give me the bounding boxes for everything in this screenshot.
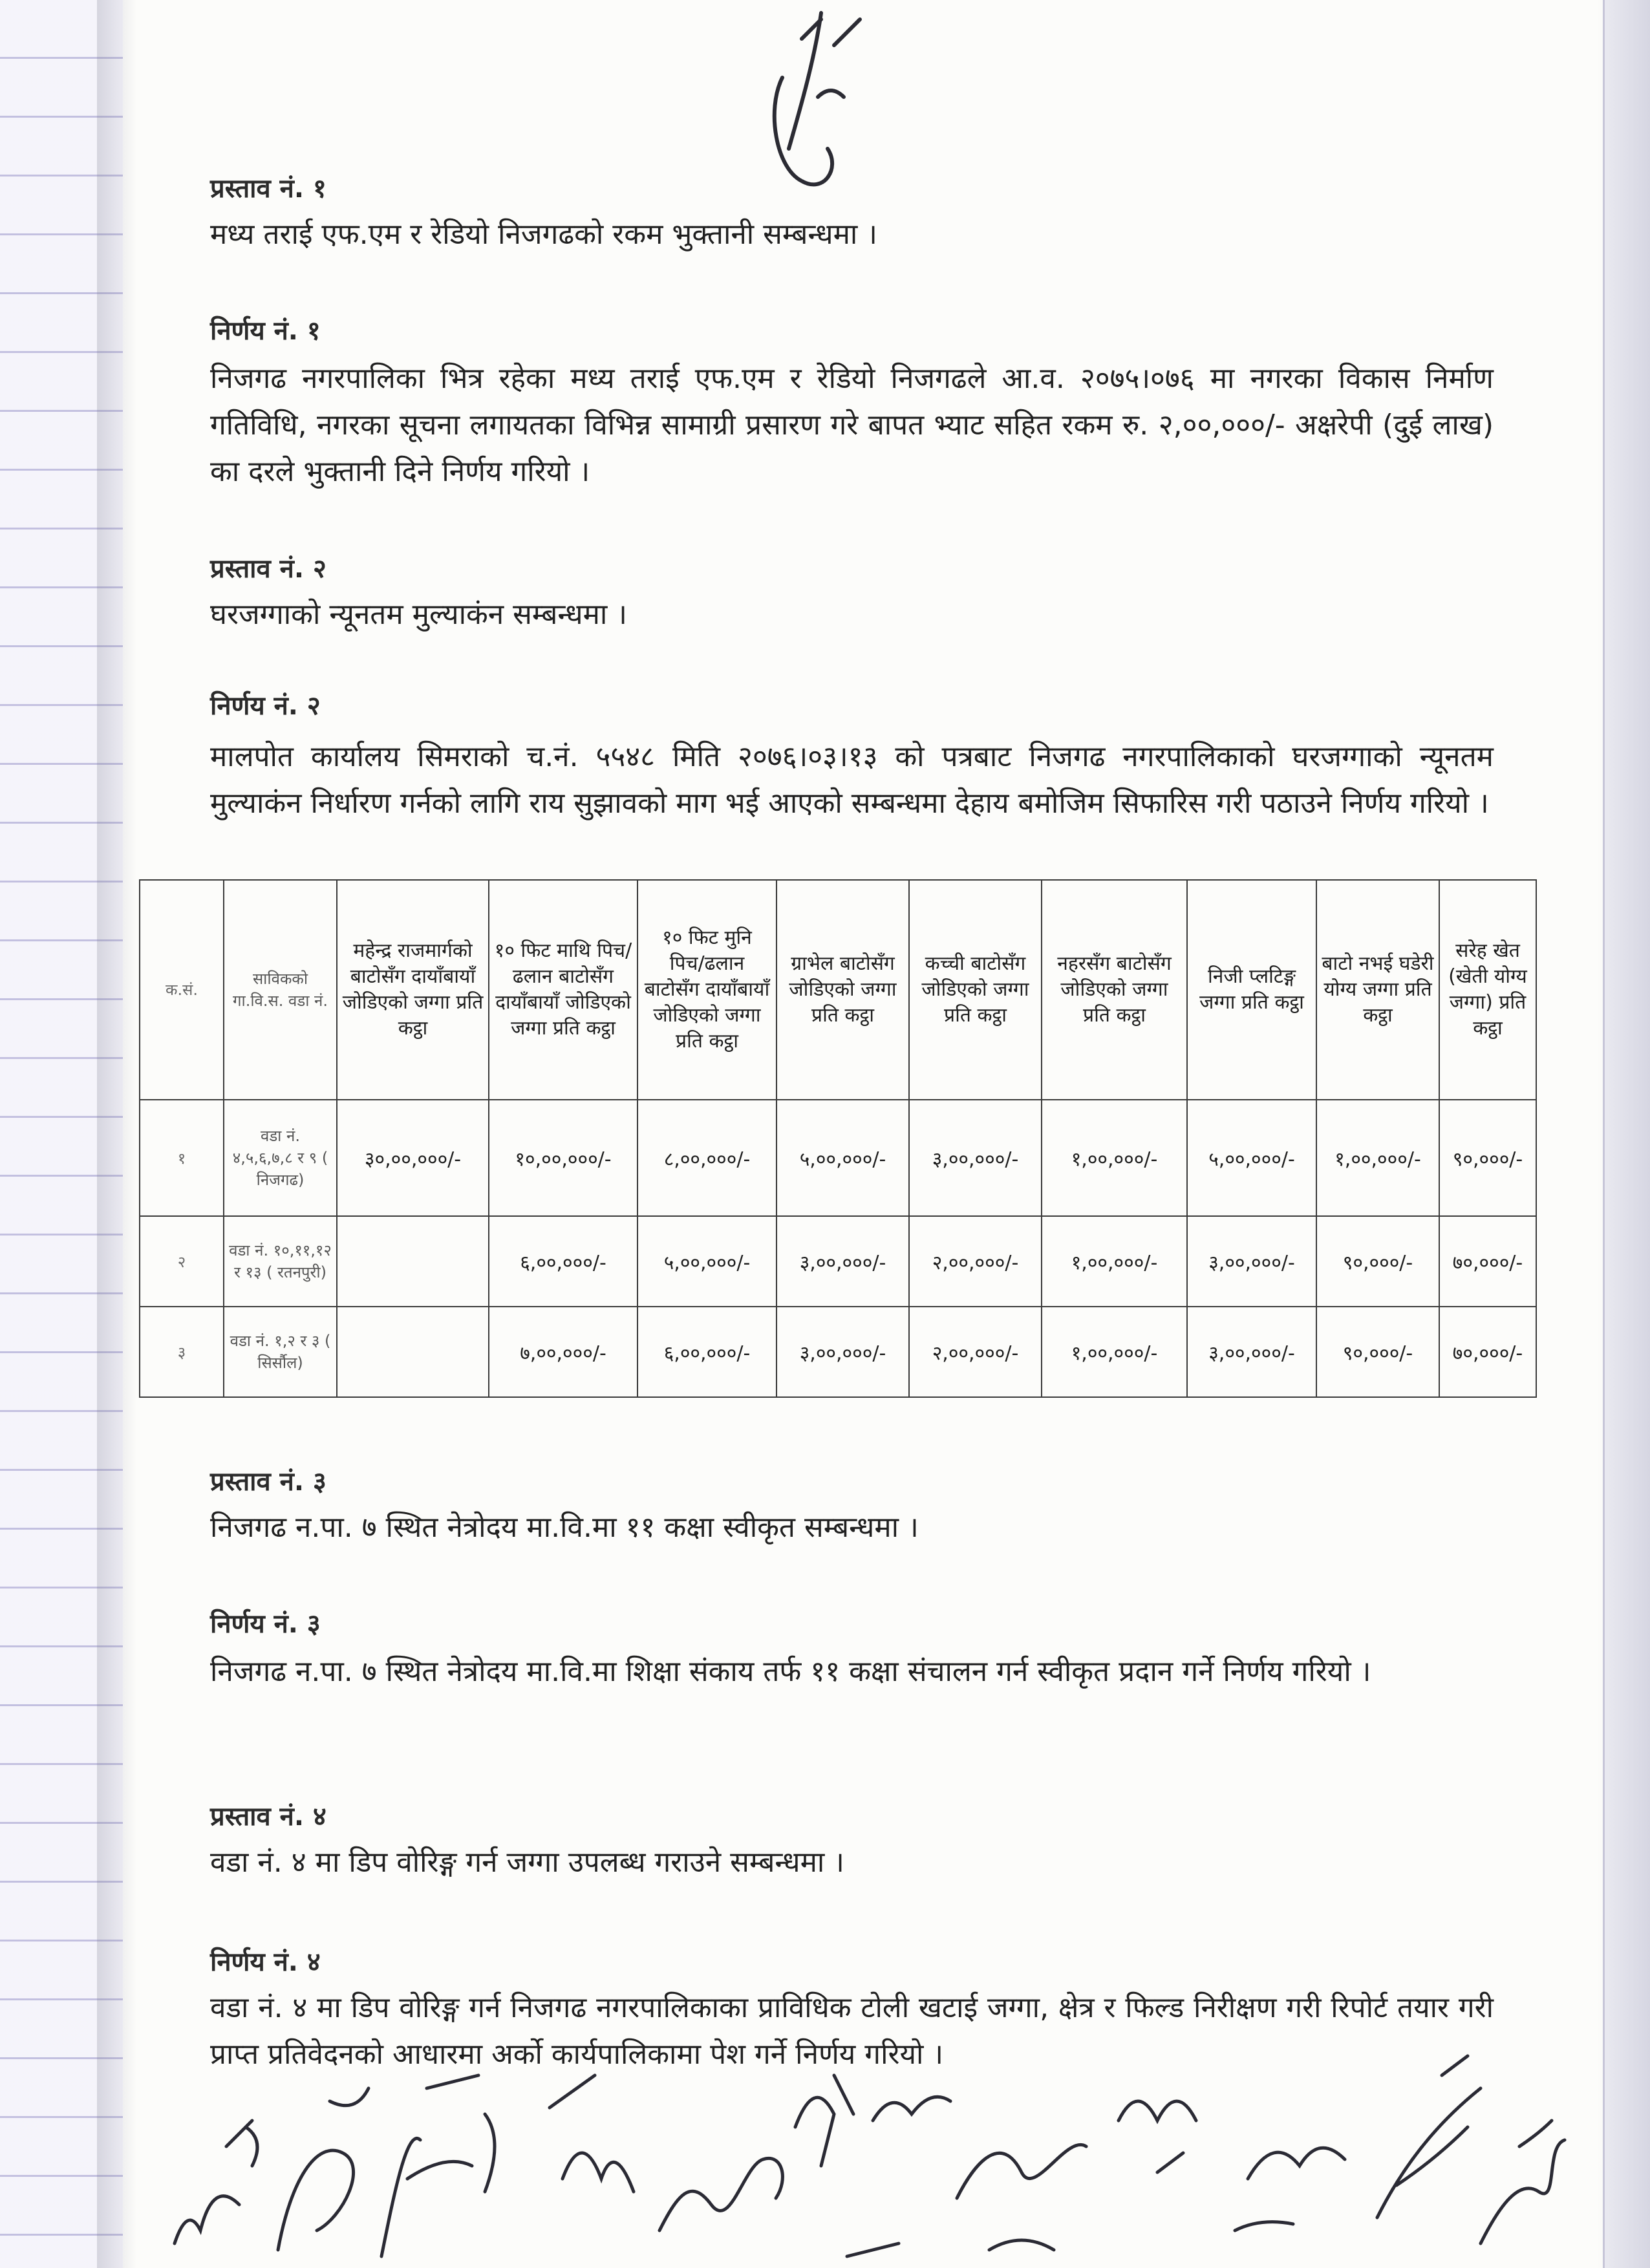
signature-9 bbox=[1119, 2101, 1196, 2172]
cell-former-ward: वडा नं. १,२ र ३ ( सिर्सौल) bbox=[224, 1307, 337, 1397]
signature-4 bbox=[550, 2075, 634, 2192]
cell-farmland: ७०,०००/- bbox=[1439, 1307, 1536, 1397]
signature-8 bbox=[957, 2145, 1086, 2250]
cell-canal: १,००,०००/- bbox=[1042, 1100, 1187, 1216]
cell-serial: ३ bbox=[140, 1307, 224, 1397]
cell-serial: २ bbox=[140, 1216, 224, 1307]
table-row bbox=[140, 1100, 1536, 1216]
cell-highway bbox=[337, 1216, 489, 1307]
col-header-former-ward: साविकको गा.वि.स. वडा नं. bbox=[224, 880, 337, 1100]
col-header-gravel: ग्राभेल बाटोसँग जोडिएको जग्गा प्रति कट्ठा bbox=[777, 880, 909, 1100]
col-header-highway: महेन्द्र राजमार्गको बाटोसँग दायाँबायाँ जोडिएको जग्गा प्रति कट्ठा bbox=[337, 880, 489, 1100]
top-handwritten-mark bbox=[705, 0, 873, 200]
decision-2-text: मालपोत कार्यालय सिमराको च.नं. ५५४८ मिति २०७६।०३।१३ को पत्रबाट निजगढ नगरपालिकाको घरजग्गाको न्यूनतम मुल्याकंन निर्धारण गर्नको लागि राय सुझावको माग भई आएको सम्बन्धमा देहाय बमोजिम सिफारिस गरी पठाउने निर्णय गरियो । bbox=[210, 740, 1494, 820]
cell-highway: ३०,००,०००/- bbox=[337, 1100, 489, 1216]
cell-private-plotting: ३,००,०००/- bbox=[1187, 1216, 1316, 1307]
proposal-2-text: घरजग्गाको न्यूनतम मुल्याकंन सम्बन्धमा । bbox=[210, 598, 627, 631]
col-header-private-plotting: निजी प्लटिङ्ग जग्गा प्रति कट्ठा bbox=[1187, 880, 1316, 1100]
signature-12 bbox=[1481, 2121, 1565, 2243]
cell-no-road: ९०,०००/- bbox=[1316, 1216, 1439, 1307]
cell-former-ward: वडा नं. १०,११,१२ र १३ ( रतनपुरी) bbox=[224, 1216, 337, 1307]
cell-below-10ft: ६,००,०००/- bbox=[638, 1307, 777, 1397]
decision-3-text: निजगढ न.पा. ७ स्थित नेत्रोदय मा.वि.मा शिक्षा संकाय तर्फ ११ कक्षा संचालन गर्न स्वीकृत प्रदान गर्ने निर्णय गरियो । bbox=[210, 1655, 1371, 1688]
proposal-2-heading: प्रस्ताव नं. २ bbox=[210, 554, 327, 584]
col-header-serial: क.सं. bbox=[140, 880, 224, 1100]
cell-gravel: ५,००,०००/- bbox=[777, 1100, 909, 1216]
cell-farmland: ९०,०००/- bbox=[1439, 1100, 1536, 1216]
signatures bbox=[149, 2049, 1571, 2263]
cell-former-ward: वडा नं. ४,५,६,७,८ र ९ ( निजगढ) bbox=[224, 1100, 337, 1216]
cell-canal: १,००,०००/- bbox=[1042, 1307, 1187, 1397]
decision-2-heading: निर्णय नं. २ bbox=[210, 691, 321, 721]
col-header-above-10ft: १० फिट माथि पिच/ढलान बाटोसँग दायाँबायाँ जोडिएको जग्गा प्रति कट्ठा bbox=[489, 880, 638, 1100]
page-binding-shadow bbox=[97, 0, 136, 2268]
table-row bbox=[140, 1216, 1536, 1307]
cell-earthen: ३,००,०००/- bbox=[909, 1100, 1042, 1216]
cell-below-10ft: ८,००,०००/- bbox=[638, 1100, 777, 1216]
col-header-earthen: कच्ची बाटोसँग जोडिएको जग्गा प्रति कट्ठा bbox=[909, 880, 1042, 1100]
decision-4-heading: निर्णय नं. ४ bbox=[210, 1947, 321, 1977]
cell-private-plotting: ३,००,०००/- bbox=[1187, 1307, 1316, 1397]
proposal-4-text: वडा नं. ४ मा डिप वोरिङ्ग गर्न जग्गा उपलब्ध गराउने सम्बन्धमा । bbox=[210, 1846, 844, 1879]
cell-private-plotting: ५,००,०००/- bbox=[1187, 1100, 1316, 1216]
cell-highway bbox=[337, 1307, 489, 1397]
signature-10 bbox=[1235, 2148, 1345, 2231]
proposal-4-heading: प्रस्ताव नं. ४ bbox=[210, 1802, 327, 1832]
decision-3-heading: निर्णय नं. ३ bbox=[210, 1609, 321, 1639]
proposal-1-text: मध्य तराई एफ.एम र रेडियो निजगढको रकम भुक्तानी सम्बन्धमा । bbox=[210, 218, 877, 251]
table-header-row bbox=[140, 880, 1536, 1100]
col-header-below-10ft: १० फिट मुनि पिच/ढलान बाटोसँग दायाँबायाँ जोडिएको जग्गा प्रति कट्ठा bbox=[638, 880, 777, 1100]
col-header-canal: नहरसँग बाटोसँग जोडिएको जग्गा प्रति कट्ठा bbox=[1042, 880, 1187, 1100]
cell-above-10ft: ६,००,०००/- bbox=[489, 1216, 638, 1307]
signature-5 bbox=[659, 2158, 782, 2231]
proposal-1-heading: प्रस्ताव नं. १ bbox=[210, 174, 327, 204]
decision-1-text: निजगढ नगरपालिका भित्र रहेका मध्य तराई एफ.एम र रेडियो निजगढले आ.व. २०७५।०७६ मा नगरका विकास निर्माण गतिविधि, नगरका सूचना लगायतका विभिन्न सामाग्री प्रसारण गरे बापत भ्याट सहित रकम रु. २,००,०००/- अक्षरेपी (दुई लाख) का दरले भुक्तानी दिने निर्णय गरियो । bbox=[210, 362, 1494, 488]
signature-6 bbox=[795, 2075, 853, 2166]
signature-7 bbox=[847, 2097, 950, 2256]
cell-above-10ft: ७,००,०००/- bbox=[489, 1307, 638, 1397]
decision-4-text: वडा नं. ४ मा डिप वोरिङ्ग गर्न निजगढ नगरपालिकाका प्राविधिक टोली खटाई जग्गा, क्षेत्र र फिल्ड निरीक्षण गरी रिपोर्ट तयार गरी प्राप्त प्रतिवेदनको आधारमा अर्को कार्यपालिकामा पेश गर्ने निर्णय गरियो । bbox=[210, 1991, 1494, 2071]
decision-1-heading: निर्णय नं. १ bbox=[210, 316, 321, 346]
cell-canal: १,००,०००/- bbox=[1042, 1216, 1187, 1307]
cell-no-road: १,००,०००/- bbox=[1316, 1100, 1439, 1216]
cell-below-10ft: ५,००,०००/- bbox=[638, 1216, 777, 1307]
signature-2 bbox=[278, 2088, 369, 2250]
cell-serial: १ bbox=[140, 1100, 224, 1216]
cell-gravel: ३,००,०००/- bbox=[777, 1307, 909, 1397]
page-edge bbox=[1603, 0, 1650, 2268]
valuation-table bbox=[139, 879, 1537, 1398]
signature-11 bbox=[1377, 2056, 1481, 2218]
signature-1 bbox=[175, 2121, 257, 2243]
cell-farmland: ७०,०००/- bbox=[1439, 1216, 1536, 1307]
proposal-3-heading: प्रस्ताव नं. ३ bbox=[210, 1467, 327, 1497]
col-header-no-road: बाटो नभई घडेरी योग्य जग्गा प्रति कट्ठा bbox=[1316, 880, 1439, 1100]
cell-earthen: २,००,०००/- bbox=[909, 1307, 1042, 1397]
col-header-farmland: सरेह खेत (खेती योग्य जग्गा) प्रति कट्ठा bbox=[1439, 880, 1536, 1100]
cell-above-10ft: १०,००,०००/- bbox=[489, 1100, 638, 1216]
cell-earthen: २,००,०००/- bbox=[909, 1216, 1042, 1307]
cell-gravel: ३,००,०००/- bbox=[777, 1216, 909, 1307]
signature-3 bbox=[381, 2075, 495, 2256]
proposal-3-text: निजगढ न.पा. ७ स्थित नेत्रोदय मा.वि.मा ११ कक्षा स्वीकृत सम्बन्धमा । bbox=[210, 1511, 919, 1544]
cell-no-road: ९०,०००/- bbox=[1316, 1307, 1439, 1397]
table-row bbox=[140, 1307, 1536, 1397]
